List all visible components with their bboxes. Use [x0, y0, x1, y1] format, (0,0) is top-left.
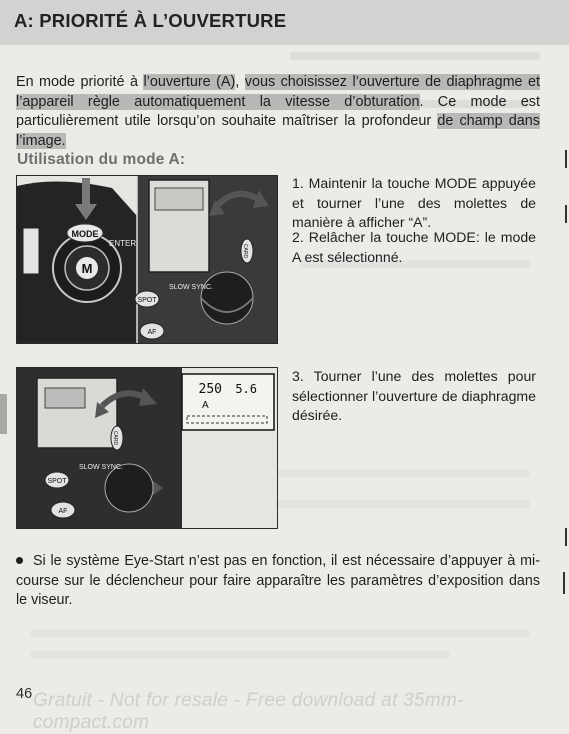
bleed-through	[30, 630, 530, 638]
page-title: A: PRIORITÉ À L’OUVERTURE	[14, 10, 287, 31]
eye-start-note-text: Si le système Eye-Start n’est pas en fonction, il est nécessaire d’appuyer à mi-course sur le déclencheur pour faire apparaître les paramètres d’exposition dans le viseur.	[16, 553, 540, 608]
page-number: 46	[16, 686, 33, 702]
lcd-mode-value: A	[202, 400, 209, 411]
bleed-through	[30, 650, 450, 658]
left-edge-tab	[0, 394, 7, 434]
eye-start-note	[16, 552, 540, 611]
spot-label: SPOT	[137, 297, 157, 304]
section-heading: Utilisation du mode A:	[17, 151, 186, 168]
intro-text-3: . Ce mode est particulièrement utile lorsqu’on souhaite maîtriser la profondeur	[16, 93, 540, 129]
card-label: CARD	[242, 243, 248, 259]
camera-illustration-1-svg	[17, 176, 277, 343]
margin-mark	[565, 205, 567, 223]
m-dial-label: M	[81, 261, 93, 276]
enter-label: ENTER	[109, 239, 137, 248]
mode-button-label: MODE	[71, 229, 99, 239]
af-label-2: AF	[58, 508, 68, 515]
intro-highlight-3: de champ dans l’image.	[16, 113, 540, 149]
step-3-text: 3. Tourner l’une des molettes pour sélectionner l’ouverture de diaphragme désirée.	[292, 368, 536, 423]
af-label: AF	[147, 329, 157, 336]
intro-highlight-1: l’ouverture (A)	[143, 74, 236, 90]
intro-paragraph	[16, 73, 540, 151]
camera-illustration-aperture	[16, 367, 278, 529]
camera-illustration-mode	[16, 175, 278, 344]
bleed-through	[290, 52, 540, 60]
card-label-2: CARD	[112, 430, 118, 446]
intro-text-1: En mode priorité à	[16, 74, 144, 90]
spot-label-2: SPOT	[47, 478, 67, 485]
margin-mark	[565, 528, 567, 546]
margin-mark	[563, 572, 565, 594]
step-2-text: 2. Relâcher la touche MODE: le mode A est sélectionné.	[292, 229, 536, 265]
camera-illustration-2-svg	[17, 368, 277, 528]
lcd-shutter-value: 250	[198, 382, 222, 397]
slow-sync-label: SLOW SYNC.	[169, 284, 213, 291]
intro-text-2: ,	[235, 74, 245, 90]
watermark: Gratuit - Not for resale - Free download at 35mm-compact.com	[33, 690, 464, 733]
slow-sync-label-2: SLOW SYNC.	[79, 464, 123, 471]
lcd-aperture-value: 5.6	[235, 382, 257, 396]
bullet-icon	[16, 557, 23, 564]
step-1-text: 1. Maintenir la touche MODE appuyée et tourner l’une des molettes de manière à afficher “A”.	[292, 175, 536, 230]
margin-mark	[565, 150, 567, 168]
intro-highlight-2: vous choisissez l’ouverture de diaphragme et l’appareil règle automatiquement la vitesse d’obturation	[16, 74, 541, 110]
